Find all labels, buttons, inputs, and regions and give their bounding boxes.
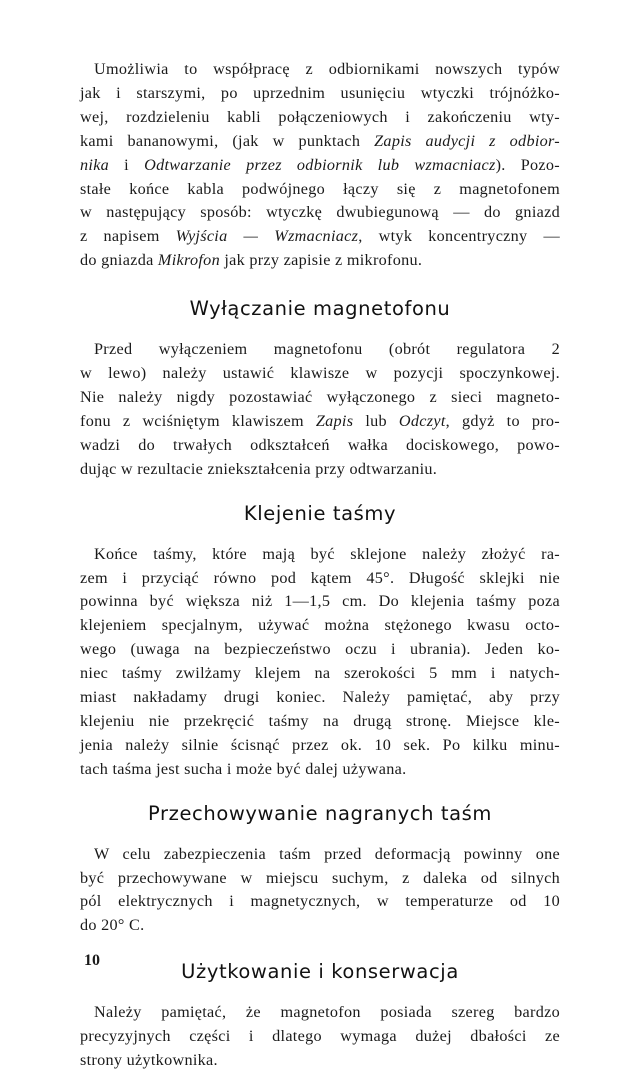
paragraph-line: Końce taśmy, które mają być sklejone należy złożyć ra- [94,544,560,563]
page-content [80,58,560,1073]
paragraph-line: w lewo) należy ustawić klawisze w pozycji spoczynkowej. [80,364,560,383]
paragraph-line: klejeniem specjalnym, używać można stężonego kwasu octo- [80,616,560,635]
intro-line: nika i Odtwarzanie przez odbiornik lub wzmacniacz). Pozo- [80,155,560,174]
paragraph-line: niec taśmy zwilżamy klejem na szerokości 5 mm i natych- [80,664,560,683]
section-heading: Przechowywanie nagranych taśm [147,801,492,825]
intro-line: w następujący sposób: wtyczkę dwubiegunową — do gniazd [80,203,560,222]
paragraph-line: jenia należy silnie ścisnąć przez ok. 10 sek. Po kilku minu- [80,735,560,754]
paragraph-line: zem i przyciąć równo pod kątem 45°. Długość sklejki nie [80,568,560,587]
intro-line: wej, rozdzieleniu kabli połączeniowych i zakończeniu wty- [80,107,560,126]
intro-line: do gniazda Mikrofon jak przy zapisie z mikrofonu. [80,251,423,270]
section-paragraph [80,843,560,939]
intro-line: z napisem Wyjścia — Wzmacniacz, wtyk koncentryczny — [80,227,560,246]
section-heading: Wyłączanie magnetofonu [189,297,451,321]
paragraph-line: Przed wyłączeniem magnetofonu (obrót regulatora 2 [94,340,560,359]
paragraph-line: wego (uwaga na bezpieczeństwo oczu i ubrania). Jeden ko- [80,640,560,659]
intro-paragraph [80,58,560,273]
emphasis: Mikrofon [157,251,220,270]
paragraph-line: do 20° C. [80,916,145,935]
intro-line: kami bananowymi, (jak w punktach Zapis audycji z odbior- [80,131,560,150]
section-paragraph [80,543,560,782]
paragraph-line: być przechowywane w miejscu suchym, z daleka od silnych [80,868,560,887]
paragraph-line: dując w rezultacie zniekształcenia przy odtwarzaniu. [80,459,438,478]
section-paragraph [80,338,560,481]
intro-line: jak i starszymi, po uprzednim usunięciu wtyczki trójnóżko- [80,83,560,102]
paragraph-line: fonu z wciśniętym klawiszem Zapis lub Odczyt, gdyż to pro- [80,411,560,430]
paragraph-line: precyzyjnych części i dlatego wymaga dużej dbałości ze [80,1027,560,1046]
emphasis: Zapis audycji z odbior- [374,131,560,150]
paragraph-line: Nie należy nigdy pozostawiać wyłączonego z sieci magneto- [80,387,560,406]
paragraph-line: miast nakładamy drugi koniec. Należy pamiętać, aby przy [80,688,560,707]
page-number: 10 [84,952,100,969]
paragraph-line: klejeniu nie przekręcić taśmy na drugą stronę. Miejsce kle- [80,711,560,730]
section-paragraph [80,1001,560,1073]
section-heading: Użytkowanie i konserwacja [181,960,459,984]
intro-line: stałe końce kabla podwójnego łączy się z magnetofonem [80,179,560,198]
emphasis: Wyjścia — Wzmacniacz [175,227,359,246]
emphasis: Odczyt [398,411,446,430]
paragraph-line: Należy pamiętać, że magnetofon posiada szereg bardzo [94,1003,560,1022]
paragraph-line: strony użytkownika. [80,1051,218,1070]
paragraph-line: W celu zabezpieczenia taśm przed deformacją powinny one [94,844,560,863]
paragraph-line: pól elektrycznych i magnetycznych, w temperaturze od 10 [80,892,560,911]
intro-line: Umożliwia to współpracę z odbiornikami nowszych typów [94,60,560,78]
paragraph-line: wadzi do trwałych odkształceń wałka dociskowego, powo- [80,435,560,454]
emphasis: Odtwarzanie przez odbiornik lub wzmacniacz [144,155,496,174]
emphasis: nika [80,155,110,174]
paragraph-line: tach taśma jest sucha i może być dalej używana. [80,759,407,778]
emphasis: Zapis [315,411,354,430]
section-heading: Klejenie taśmy [243,501,397,525]
paragraph-line: powinna być większa niż 1—1,5 cm. Do klejenia taśmy poza [80,592,560,611]
